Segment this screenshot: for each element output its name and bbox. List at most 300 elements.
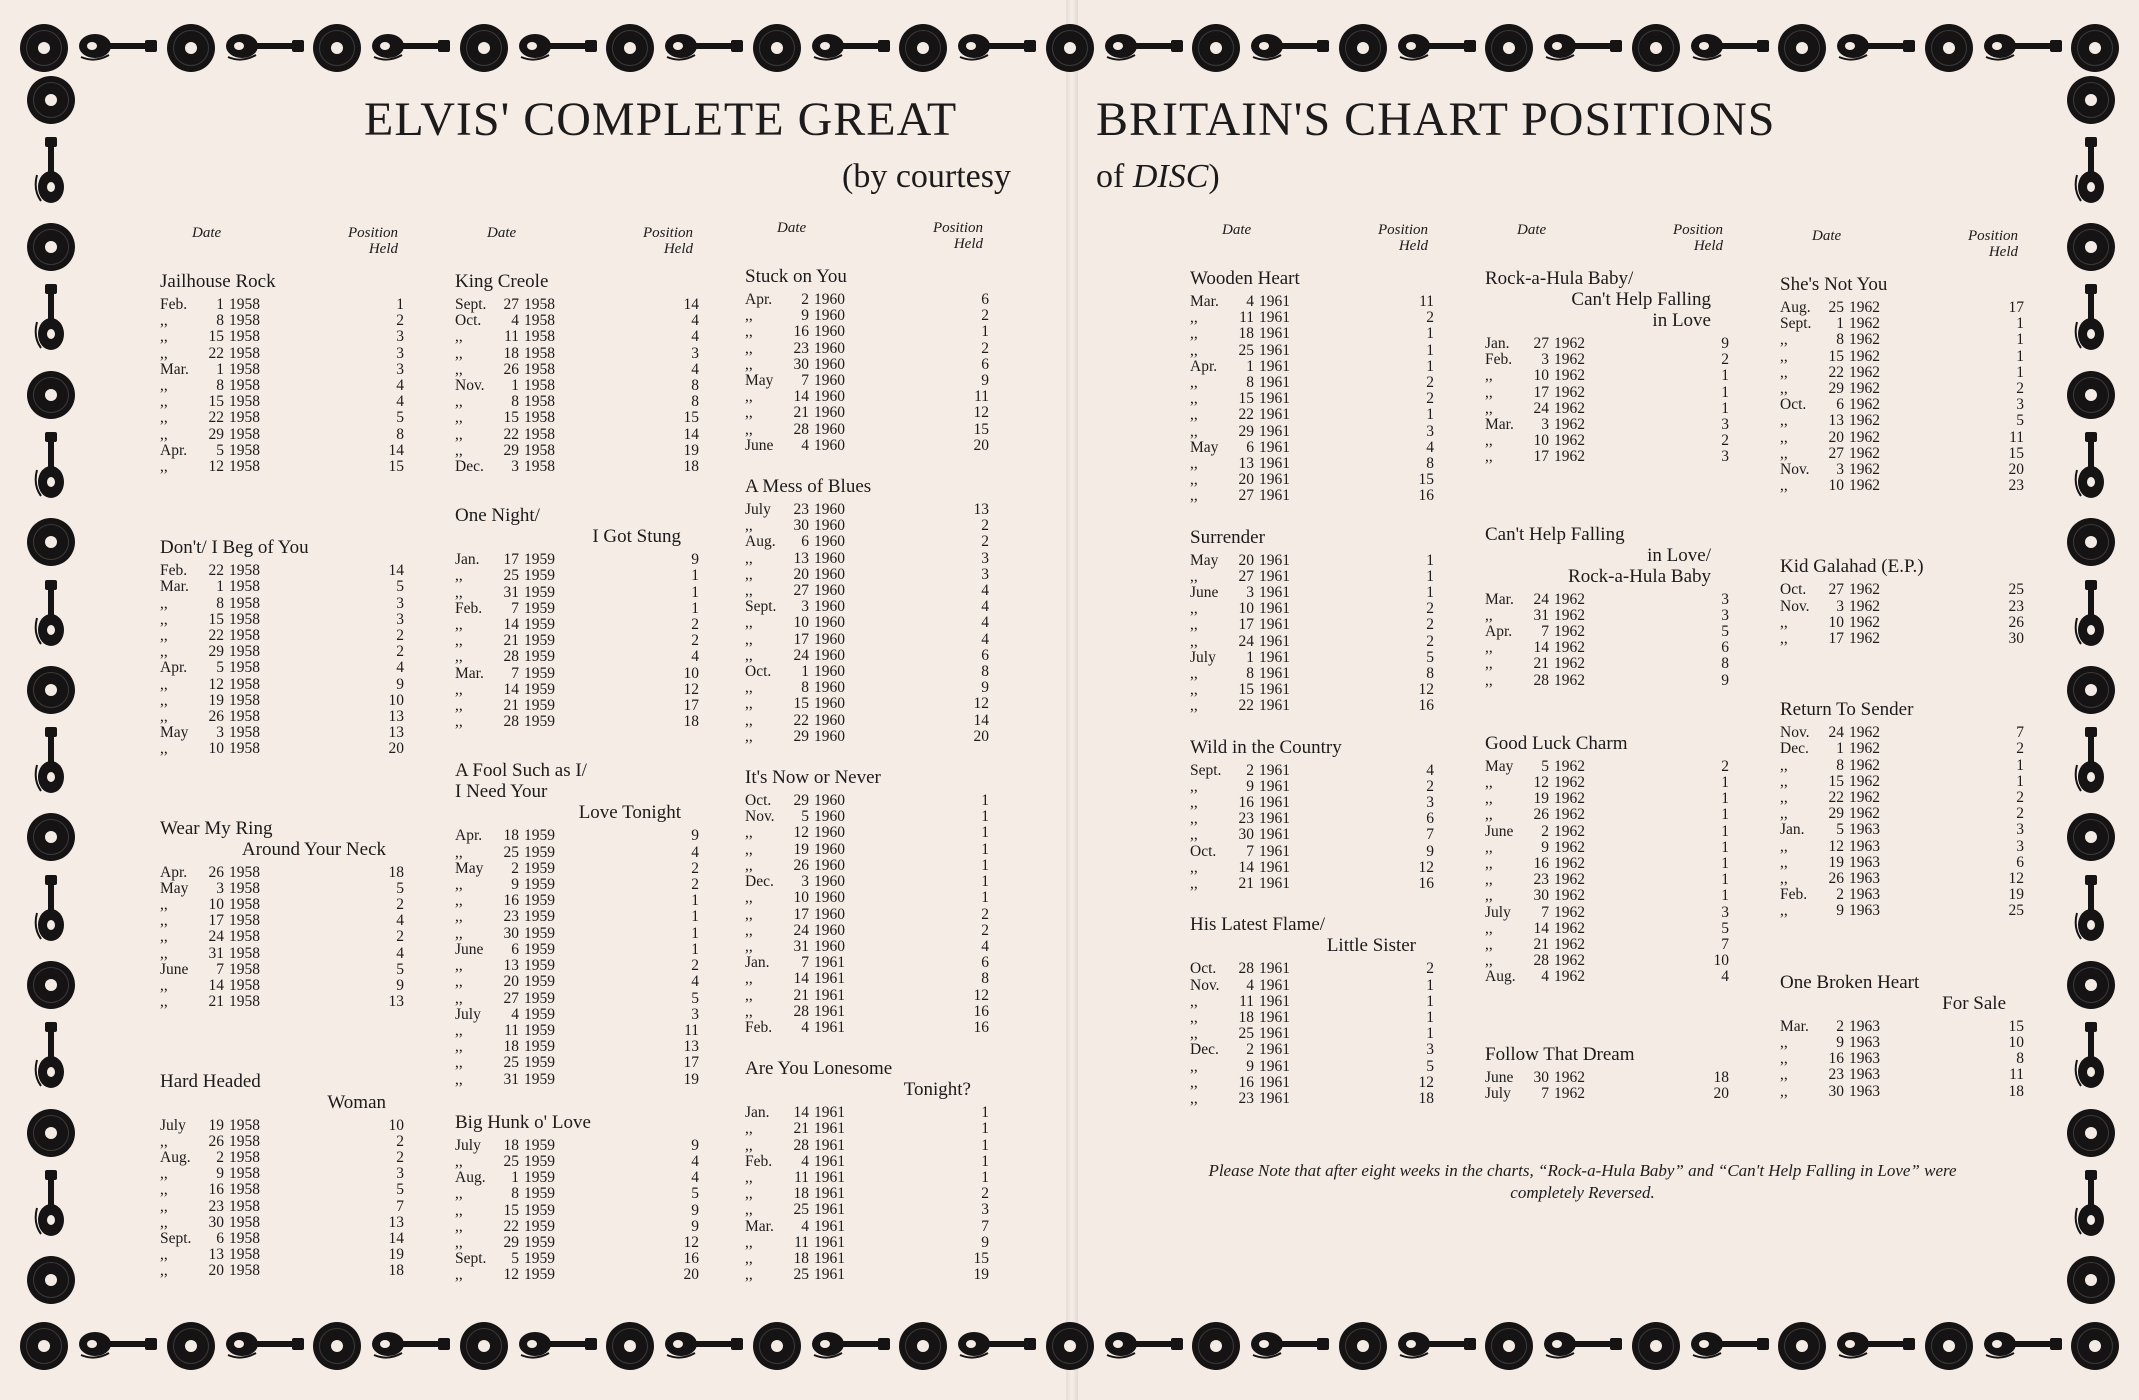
entry-position: 4 — [396, 912, 404, 930]
entry-day: 14 — [503, 616, 519, 634]
chart-entry — [455, 698, 705, 714]
entry-position: 2 — [2016, 805, 2024, 823]
entry-day: 16 — [1238, 1073, 1254, 1091]
vinyl-record-icon — [460, 1322, 508, 1370]
entry-position: 3 — [2016, 396, 2024, 414]
entry-year: 1959 — [524, 940, 555, 958]
entry-month: ,, — [745, 323, 753, 341]
entry-position: 8 — [1426, 665, 1434, 683]
chart-entry — [1780, 1019, 2030, 1035]
chart-entry — [745, 955, 995, 971]
entry-month: ,, — [745, 905, 753, 923]
chart-entry — [455, 1170, 705, 1186]
entry-position: 1 — [2016, 772, 2024, 790]
chart-entry — [455, 1023, 705, 1039]
chart-entry — [1190, 860, 1440, 876]
chart-entry — [1780, 332, 2030, 348]
vinyl-record-icon — [2067, 1109, 2115, 1157]
entry-position: 20 — [973, 727, 989, 745]
entry-day: 18 — [1238, 325, 1254, 343]
entry-year: 1961 — [1259, 1025, 1290, 1043]
entry-position: 2 — [1721, 757, 1729, 775]
entry-year: 1961 — [1259, 1057, 1290, 1075]
entry-position: 2 — [396, 312, 404, 330]
song-title-line: Jailhouse Rock — [160, 271, 276, 292]
reversal-note: Please Note that after eight weeks in the charts, “Rock-a-Hula Baby” and “Can't Help Falling in Love” were completely Reversed. — [1208, 1161, 1957, 1202]
entry-position: 10 — [388, 1116, 404, 1134]
chart-entry — [455, 313, 705, 329]
entry-year: 1961 — [1259, 810, 1290, 828]
guitar-icon — [1540, 1327, 1624, 1366]
chart-entry — [745, 308, 995, 324]
entry-position: 18 — [388, 1262, 404, 1280]
vinyl-record-icon — [313, 1322, 361, 1370]
chart-entry — [745, 664, 995, 680]
song-title-line: Surrender — [1190, 526, 1265, 548]
entry-year: 1961 — [814, 1168, 845, 1186]
song-title — [1780, 556, 2030, 577]
entry-month: ,, — [455, 908, 463, 926]
chart-entry — [160, 394, 410, 410]
entry-position: 25 — [2008, 902, 2024, 920]
entry-year: 1961 — [1259, 325, 1290, 343]
entry-year: 1958 — [524, 296, 555, 313]
guitar-icon — [33, 430, 69, 507]
entry-day: 19 — [208, 691, 224, 709]
vinyl-record-icon — [899, 1322, 947, 1370]
guitar-icon — [2073, 873, 2109, 950]
song-title-line: Big Hunk o' Love — [455, 1111, 591, 1133]
entry-month: ,, — [745, 986, 753, 1004]
entry-year: 1959 — [524, 664, 555, 682]
chart-entry — [1485, 937, 1735, 953]
entry-month: ,, — [745, 727, 753, 745]
entry-month: ,, — [1190, 487, 1198, 505]
entry-month: Apr. — [160, 863, 188, 881]
entry-year: 1958 — [229, 960, 260, 978]
entry-day: 23 — [793, 501, 809, 519]
entry-year: 1962 — [1554, 1068, 1585, 1086]
entry-year: 1958 — [229, 708, 260, 726]
song-title-line: One Broken Heart — [1780, 971, 1920, 993]
entry-month: ,, — [455, 1185, 463, 1203]
entry-month: ,, — [160, 1165, 168, 1183]
entry-month: ,, — [455, 713, 463, 731]
chart-entry — [1190, 1026, 1440, 1042]
entry-year: 1959 — [524, 551, 555, 569]
chart-entry — [160, 362, 410, 378]
song-title-line: One Night/ — [455, 505, 540, 527]
song-title — [1190, 737, 1440, 758]
song-title — [1190, 527, 1440, 548]
chart-entry — [160, 1247, 410, 1263]
guitar-icon — [515, 1327, 599, 1366]
song-block — [1780, 556, 2030, 647]
vinyl-record-icon — [2071, 1322, 2119, 1370]
chart-entry — [160, 994, 410, 1010]
chart-entry — [1485, 791, 1735, 807]
vinyl-record-icon — [167, 1322, 215, 1370]
chart-entry — [745, 502, 995, 518]
entry-position: 2 — [1426, 309, 1434, 327]
entry-position: 1 — [691, 599, 699, 617]
entry-position: 1 — [1426, 406, 1434, 424]
chart-entry — [160, 1199, 410, 1215]
chart-entry — [745, 907, 995, 923]
entry-position: 18 — [388, 863, 404, 881]
entry-position: 3 — [1426, 422, 1434, 440]
entry-day: 29 — [503, 1233, 519, 1251]
column-header — [745, 220, 995, 252]
entry-month: Apr. — [745, 291, 773, 308]
entry-year: 1961 — [814, 1201, 845, 1219]
chart-entry — [455, 1007, 705, 1023]
entry-year: 1958 — [229, 643, 260, 661]
guitar-icon — [75, 1327, 159, 1366]
entry-month: June — [745, 436, 774, 454]
entry-day: 30 — [208, 1213, 224, 1231]
entry-position: 13 — [683, 1038, 699, 1056]
chart-entry — [1485, 336, 1735, 352]
entry-month: ,, — [160, 377, 168, 395]
chart-entry — [745, 1202, 995, 1218]
entry-day: 15 — [1238, 681, 1254, 699]
chart-entry — [160, 1215, 410, 1231]
entry-month: Feb. — [160, 562, 188, 580]
entry-day: 4 — [1541, 968, 1549, 986]
entry-position: 3 — [1721, 416, 1729, 434]
chart-entry — [1190, 472, 1440, 488]
entry-month: ,, — [745, 1249, 753, 1267]
entry-month: ,, — [1190, 794, 1198, 812]
entry-month: Jan. — [455, 551, 480, 569]
song-title — [1485, 733, 1735, 754]
chart-entry — [455, 942, 705, 958]
vinyl-record-icon — [1046, 24, 1094, 72]
entry-month: ,, — [745, 824, 753, 842]
entry-month: ,, — [1780, 902, 1788, 920]
song-title — [745, 266, 995, 287]
entry-position: 13 — [388, 993, 404, 1011]
entry-year: 1962 — [1554, 936, 1585, 954]
entry-month: ,, — [1485, 606, 1493, 624]
entry-position: 25 — [2008, 581, 2024, 599]
guitar-icon — [222, 29, 306, 68]
vinyl-record-icon — [27, 1109, 75, 1157]
entry-day: 4 — [1246, 293, 1254, 310]
chart-entry — [160, 596, 410, 612]
entry-day: 31 — [1533, 606, 1549, 624]
song-title — [745, 1058, 995, 1100]
chart-entry — [1780, 806, 2030, 822]
column-header — [1780, 228, 2030, 260]
entry-month: ,, — [160, 393, 168, 411]
entry-day: 28 — [1533, 952, 1549, 970]
entry-year: 1959 — [524, 1201, 555, 1219]
entry-position: 16 — [1418, 875, 1434, 893]
entry-position: 5 — [396, 960, 404, 978]
entry-day: 22 — [793, 711, 809, 729]
entry-year: 1961 — [814, 1217, 845, 1235]
subtitle-left: (by courtesy — [842, 158, 1012, 195]
entry-year: 1962 — [1849, 805, 1880, 823]
entry-position: 4 — [1426, 438, 1434, 456]
entry-day: 18 — [793, 1185, 809, 1203]
guitar-icon — [661, 1327, 745, 1366]
entry-year: 1961 — [1259, 357, 1290, 375]
entry-year: 1963 — [1849, 821, 1880, 839]
chart-entry — [745, 389, 995, 405]
entry-year: 1961 — [1259, 681, 1290, 699]
chart-entry — [1485, 401, 1735, 417]
entry-month: ,, — [160, 312, 168, 330]
entry-year: 1962 — [1849, 363, 1880, 381]
guitar-icon — [2073, 282, 2109, 359]
entry-year: 1963 — [1849, 1066, 1880, 1084]
entry-month: Mar. — [160, 360, 189, 378]
entry-day: 4 — [511, 1005, 519, 1023]
song-block — [1190, 737, 1440, 893]
entry-position: 17 — [2008, 299, 2024, 316]
entry-year: 1960 — [814, 646, 845, 664]
entry-position: 6 — [981, 646, 989, 664]
entry-year: 1961 — [1259, 842, 1290, 860]
entry-month: ,, — [455, 648, 463, 666]
entry-day: 14 — [208, 977, 224, 995]
entry-month: ,, — [1190, 1073, 1198, 1091]
entry-day: 3 — [216, 724, 224, 742]
entry-position: 1 — [396, 296, 404, 313]
entry-year: 1958 — [229, 740, 260, 758]
chart-entry — [745, 939, 995, 955]
entry-day: 7 — [1246, 842, 1254, 860]
entry-day: 1 — [801, 663, 809, 681]
entry-position: 6 — [981, 954, 989, 972]
entry-month: ,, — [1190, 390, 1198, 408]
entry-day: 19 — [1828, 853, 1844, 871]
song-block — [455, 505, 705, 730]
chart-entry — [745, 1219, 995, 1235]
entry-year: 1963 — [1849, 837, 1880, 855]
chart-entry — [1485, 433, 1735, 449]
entry-year: 1961 — [1259, 438, 1290, 456]
entry-day: 30 — [1828, 1082, 1844, 1100]
entry-year: 1960 — [814, 614, 845, 632]
chart-entry — [1780, 855, 2030, 871]
vinyl-record-icon — [1778, 24, 1826, 72]
entry-day: 24 — [208, 928, 224, 946]
entry-day: 1 — [216, 296, 224, 313]
entry-month: July — [160, 1116, 186, 1134]
entry-position: 15 — [973, 1249, 989, 1267]
entry-year: 1958 — [229, 1165, 260, 1183]
entry-month: Mar. — [1190, 293, 1219, 310]
entry-day: 10 — [208, 896, 224, 914]
song-title-line: Wooden Heart — [1190, 268, 1300, 289]
song-title — [745, 767, 995, 788]
entry-position: 9 — [396, 675, 404, 693]
entry-position: 3 — [2016, 821, 2024, 839]
chart-entry — [1780, 462, 2030, 478]
entry-year: 1958 — [229, 409, 260, 427]
entry-day: 6 — [1246, 438, 1254, 456]
entry-position: 11 — [2009, 428, 2024, 446]
entry-day: 22 — [1828, 789, 1844, 807]
entry-month: ,, — [745, 840, 753, 858]
entry-day: 22 — [1238, 697, 1254, 715]
entry-day: 1 — [511, 1169, 519, 1187]
entry-day: 27 — [1238, 487, 1254, 505]
entry-year: 1959 — [524, 713, 555, 731]
entry-year: 1959 — [524, 648, 555, 666]
entry-month: ,, — [455, 1038, 463, 1056]
entry-month: Sept. — [160, 1229, 192, 1247]
song-block — [1780, 699, 2030, 919]
entry-year: 1963 — [1849, 853, 1880, 871]
chart-entry — [745, 842, 995, 858]
entry-year: 1961 — [1259, 665, 1290, 683]
song-block — [455, 1112, 705, 1284]
entry-year: 1962 — [1849, 597, 1880, 615]
entry-position: 2 — [691, 876, 699, 894]
entry-position: 7 — [1721, 936, 1729, 954]
chart-entry — [455, 666, 705, 682]
chart-entry — [455, 1186, 705, 1202]
entry-position: 8 — [981, 663, 989, 681]
entry-position: 12 — [973, 695, 989, 713]
entry-day: 7 — [1541, 623, 1549, 641]
entry-day: 27 — [503, 296, 519, 313]
chart-entry — [455, 714, 705, 730]
chart-entry — [455, 362, 705, 378]
entry-day: 8 — [216, 312, 224, 330]
entry-year: 1960 — [814, 517, 845, 535]
entry-month: Mar. — [160, 578, 189, 596]
entry-position: 10 — [1713, 952, 1729, 970]
entry-month: ,, — [455, 1021, 463, 1039]
entry-month: ,, — [1190, 992, 1198, 1010]
entry-year: 1962 — [1849, 347, 1880, 365]
entry-day: 9 — [1246, 1057, 1254, 1075]
entry-year: 1962 — [1554, 887, 1585, 905]
entry-month: May — [745, 372, 774, 390]
entry-year: 1962 — [1849, 380, 1880, 398]
entry-year: 1962 — [1554, 367, 1585, 385]
entry-year: 1962 — [1849, 428, 1880, 446]
entry-day: 11 — [1239, 309, 1254, 327]
chart-entry — [1190, 650, 1440, 666]
song-title-line: Good Luck Charm — [1485, 732, 1628, 754]
song-title-line: Hard Headed — [160, 1070, 261, 1092]
chart-entry — [1190, 827, 1440, 843]
entry-position: 3 — [1426, 794, 1434, 812]
song-title-line: Little Sister — [1326, 935, 1416, 957]
entry-day: 25 — [1238, 341, 1254, 359]
entry-day: 9 — [801, 307, 809, 325]
entry-month: Feb. — [160, 296, 188, 313]
entry-day: 30 — [793, 355, 809, 373]
guitar-icon — [1687, 1327, 1771, 1366]
chart-entry — [1190, 811, 1440, 827]
entry-day: 6 — [511, 940, 519, 958]
entry-year: 1959 — [524, 697, 555, 715]
entry-year: 1960 — [814, 420, 845, 438]
song-block — [1485, 733, 1735, 986]
entry-day: 21 — [793, 1120, 809, 1138]
song-block — [160, 1071, 410, 1280]
entry-position: 4 — [981, 937, 989, 955]
entry-month: Oct. — [1780, 396, 1807, 414]
entry-position: 5 — [1426, 1057, 1434, 1075]
entry-month: ,, — [745, 1168, 753, 1186]
chart-entry — [160, 660, 410, 676]
chart-entry — [455, 893, 705, 909]
entry-position: 19 — [973, 1266, 989, 1284]
chart-entry — [160, 929, 410, 945]
entry-day: 1 — [1836, 315, 1844, 333]
chart-entry — [1780, 774, 2030, 790]
chart-entry — [160, 897, 410, 913]
entry-year: 1961 — [814, 1018, 845, 1036]
entry-year: 1958 — [524, 425, 555, 443]
entry-position: 4 — [691, 648, 699, 666]
chart-entry — [1780, 631, 2030, 647]
entry-position: 2 — [1721, 432, 1729, 450]
entry-year: 1958 — [229, 425, 260, 443]
chart-entry — [1780, 397, 2030, 413]
entry-month: ,, — [1485, 952, 1493, 970]
entry-day: 5 — [1541, 757, 1549, 775]
chart-column — [745, 220, 995, 1283]
entry-position: 2 — [396, 1132, 404, 1150]
entry-month: ,, — [160, 1197, 168, 1215]
entry-year: 1958 — [229, 312, 260, 330]
entry-year: 1959 — [524, 632, 555, 650]
entry-day: 24 — [1828, 724, 1844, 742]
position-header-line2: Held — [953, 236, 983, 252]
entry-day: 29 — [793, 792, 809, 810]
entry-day: 8 — [1246, 665, 1254, 683]
vinyl-record-icon — [1925, 24, 1973, 72]
vinyl-record-icon — [1192, 24, 1240, 72]
column-header — [1485, 222, 1735, 254]
entry-day: 3 — [511, 458, 519, 476]
entry-month: ,, — [455, 1070, 463, 1088]
entry-year: 1958 — [229, 627, 260, 645]
entry-year: 1962 — [1554, 919, 1585, 937]
chart-entry — [1485, 624, 1735, 640]
guitar-icon — [222, 1327, 306, 1366]
entry-position: 1 — [1721, 399, 1729, 417]
chart-entry — [1780, 365, 2030, 381]
entry-position: 1 — [1426, 976, 1434, 994]
entry-day: 16 — [1533, 855, 1549, 873]
entry-position: 9 — [691, 1217, 699, 1235]
entry-day: 10 — [208, 740, 224, 758]
entry-position: 5 — [396, 879, 404, 897]
entry-year: 1963 — [1849, 1082, 1880, 1100]
entry-day: 21 — [1533, 655, 1549, 673]
entry-day: 24 — [1238, 632, 1254, 650]
date-header: Date — [487, 225, 517, 241]
entry-position: 2 — [691, 616, 699, 634]
border-left — [26, 70, 76, 1310]
entry-position: 3 — [396, 360, 404, 378]
entry-year: 1958 — [229, 1262, 260, 1280]
entry-position: 3 — [691, 1005, 699, 1023]
entry-position: 9 — [981, 679, 989, 697]
entry-position: 2 — [2016, 380, 2024, 398]
